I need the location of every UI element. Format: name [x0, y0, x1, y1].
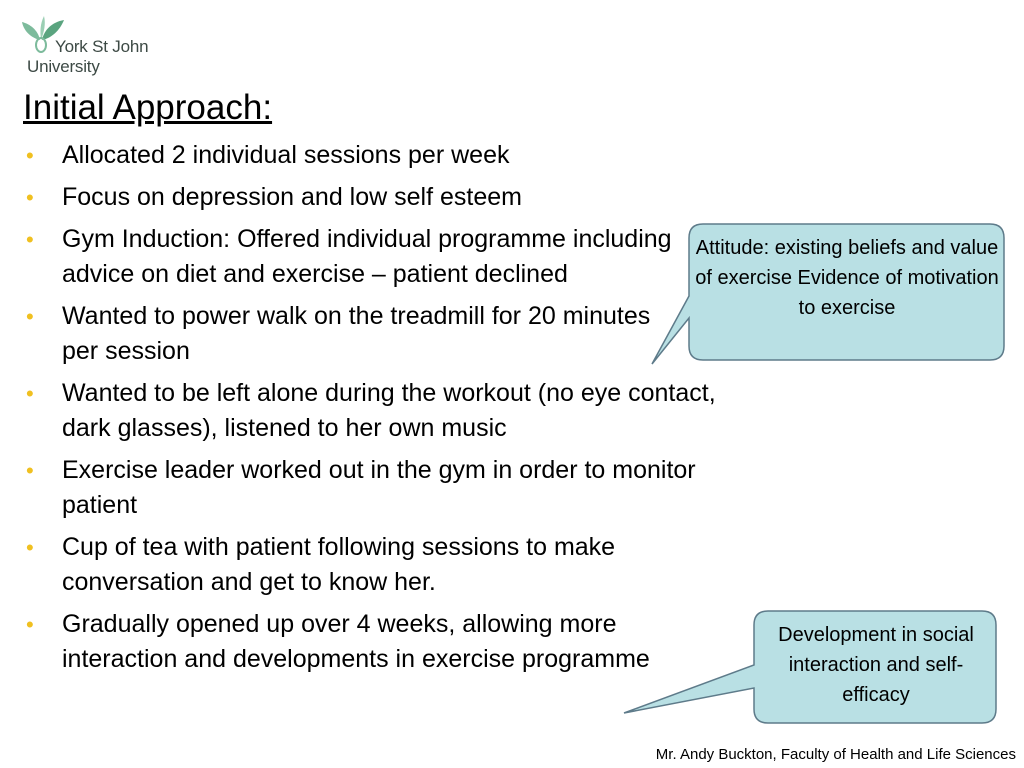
callout-development-text: Development in social interaction and self-efficacy	[778, 624, 974, 706]
footer-credit: Mr. Andy Buckton, Faculty of Health and Life Sciences	[655, 746, 1016, 763]
bullet-text: Gradually opened up over 4 weeks, allowing more interaction and developments in exercise programme	[62, 610, 650, 673]
bullet-text: Wanted to be left alone during the workout (no eye contact, dark glasses), listened to her own music	[62, 379, 716, 442]
callout-attitude-text: Attitude: existing beliefs and value of exercise Evidence of motivation to exercise	[695, 237, 999, 319]
bullet-icon: •	[26, 227, 34, 252]
bullet-text: Exercise leader worked out in the gym in order to monitor patient	[62, 456, 696, 519]
bullet-text: Gym Induction: Offered individual programme including advice on diet and exercise – patient declined	[62, 225, 672, 288]
bullet-text: Focus on depression and low self esteem	[62, 183, 522, 211]
bullet-icon: •	[26, 143, 34, 168]
bullet-icon: •	[26, 304, 34, 329]
slide-heading: Initial Approach:	[23, 88, 273, 127]
bullet-text: Cup of tea with patient following sessions to make conversation and get to know her.	[62, 533, 616, 596]
bullet-icon: •	[26, 612, 34, 637]
bullet-icon: •	[26, 185, 34, 210]
bullet-text: Allocated 2 individual sessions per week	[62, 141, 510, 169]
bullet-icon: •	[26, 458, 34, 483]
bullet-icon: •	[26, 535, 34, 560]
logo-text-line2: University	[27, 57, 100, 76]
bullet-text: Wanted to power walk on the treadmill for 20 minutes per session	[62, 302, 651, 365]
bullet-icon: •	[26, 381, 34, 406]
logo-text-line1: York St John	[55, 37, 149, 56]
